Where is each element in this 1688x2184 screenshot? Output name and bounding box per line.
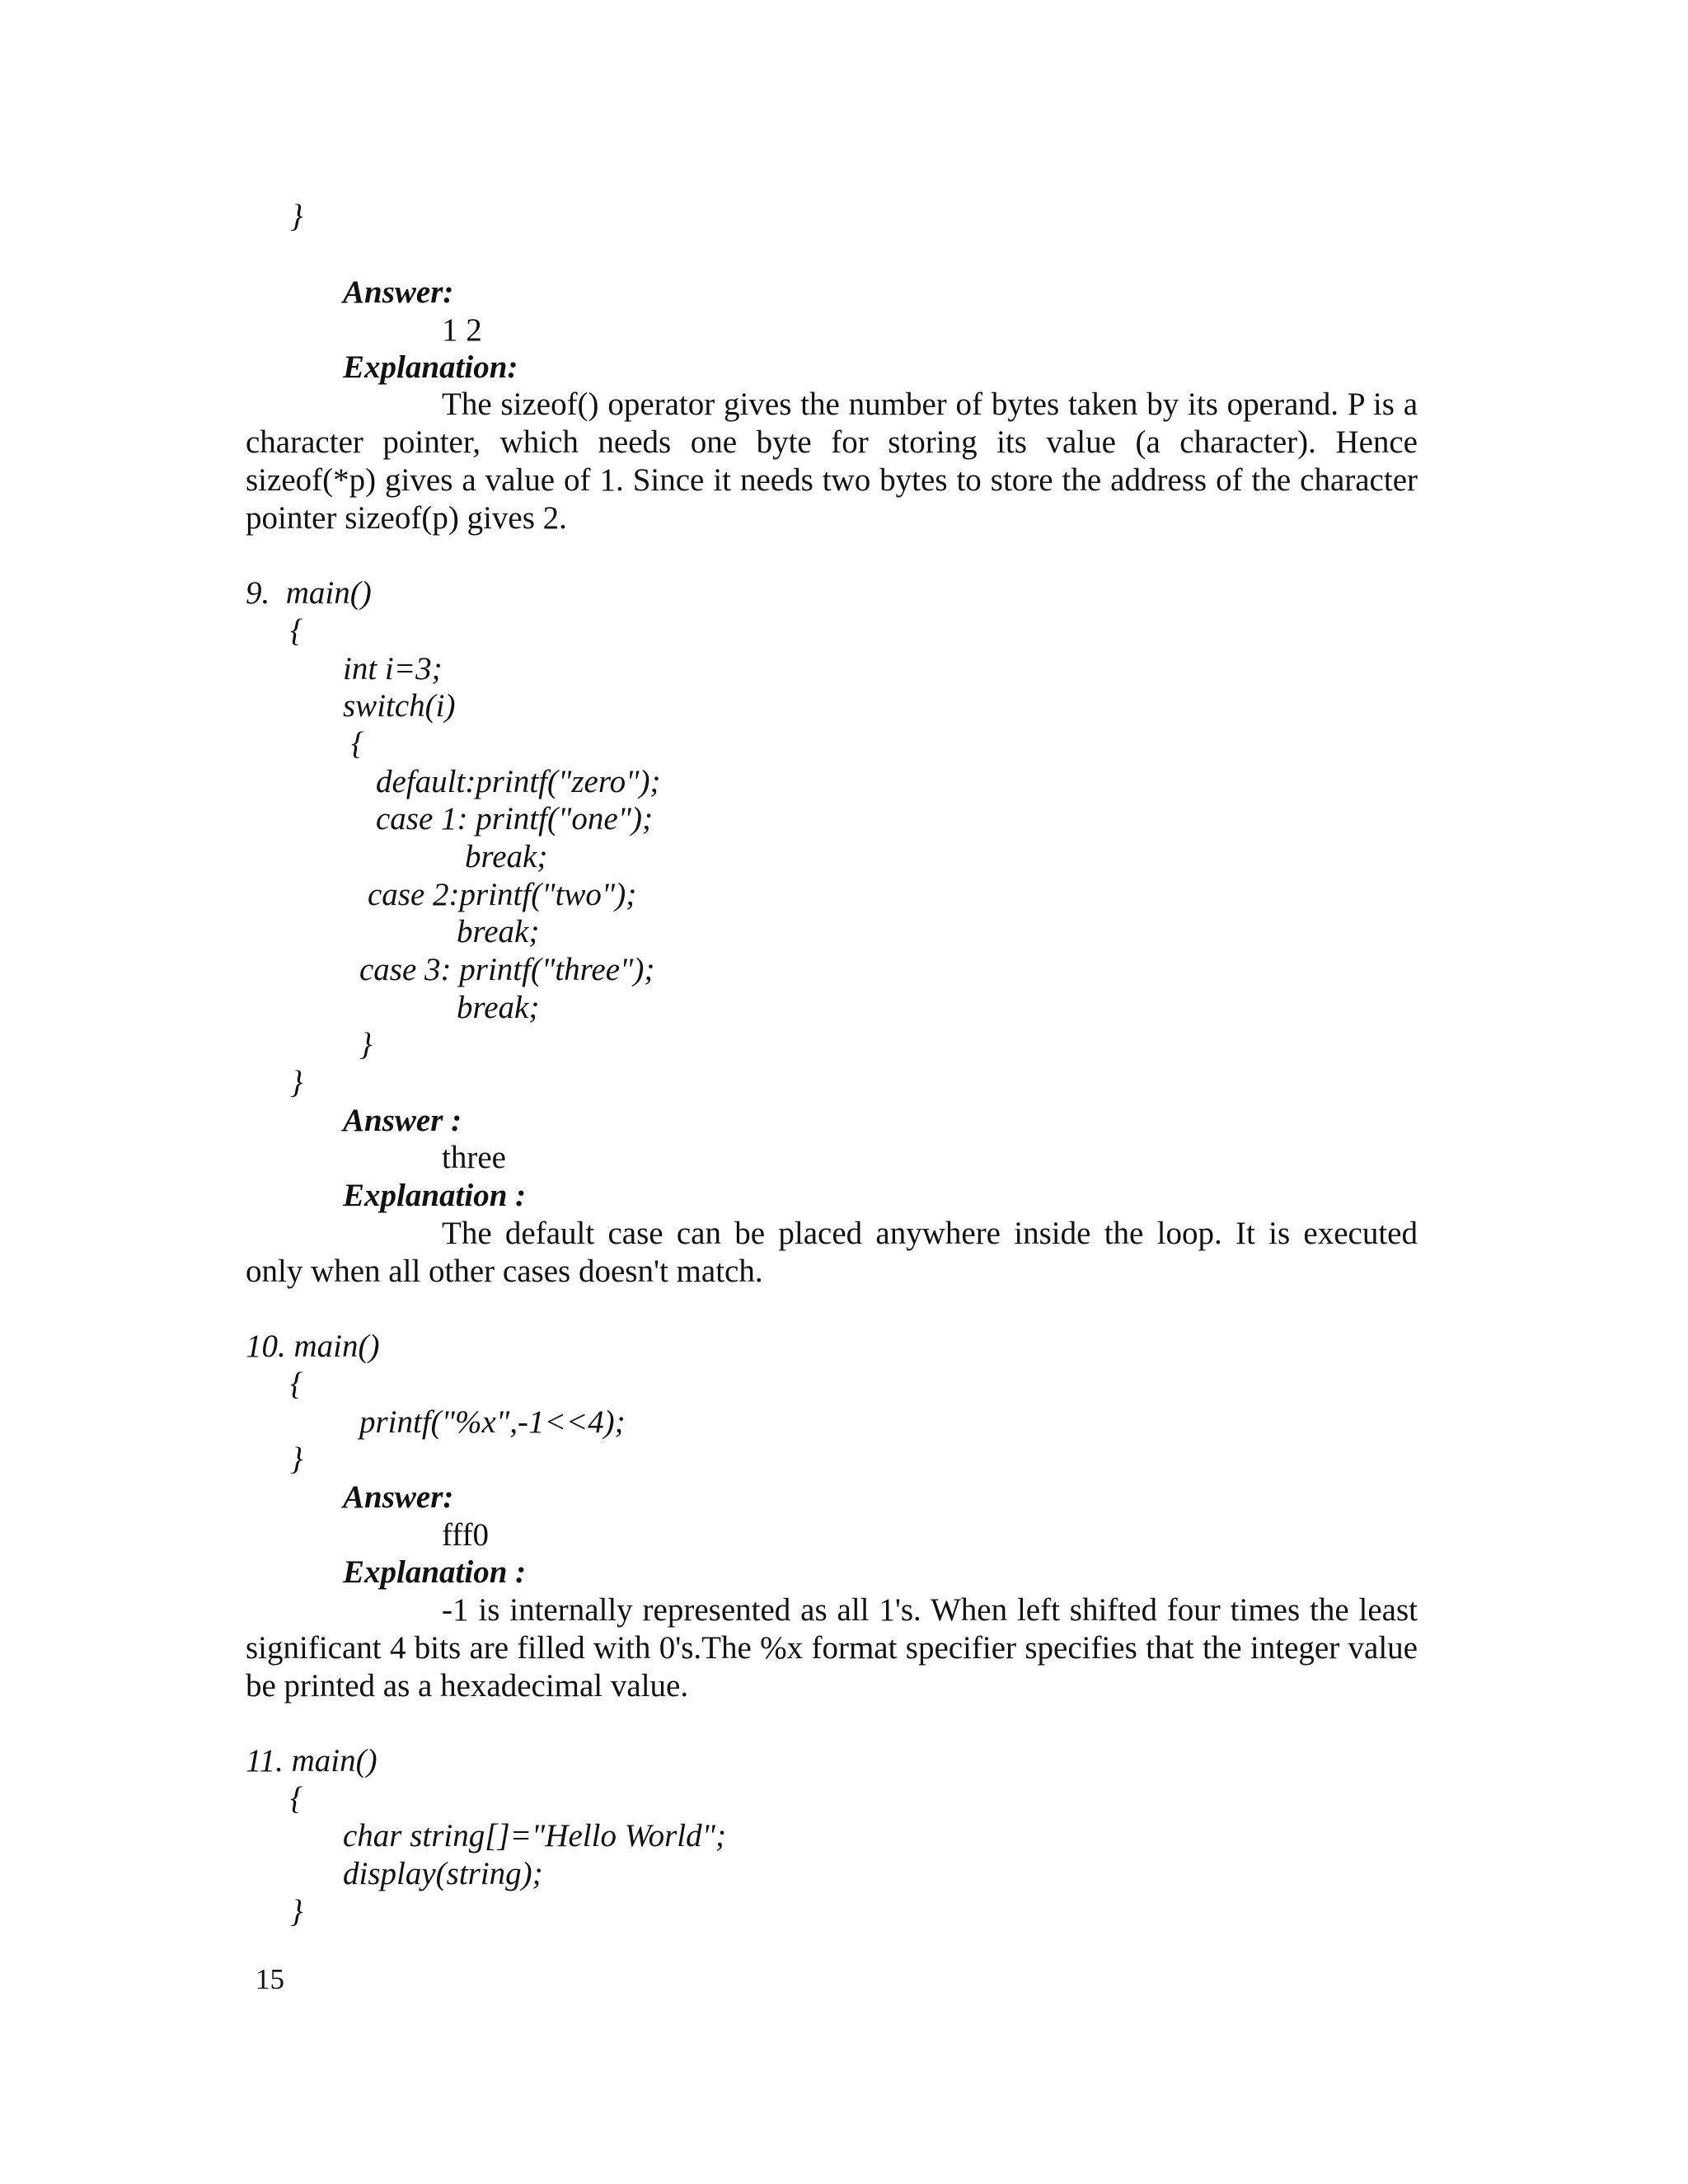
code-line: }: [290, 1441, 303, 1477]
explanation-text: The default case can be placed anywhere inside the loop. It is executed only when all other cases doesn't match.: [246, 1216, 1418, 1289]
code-line: case 3: printf("three");: [359, 952, 655, 987]
code-line: break;: [465, 839, 548, 874]
code-line: }: [290, 1065, 303, 1100]
question-header: 9. main(): [246, 575, 372, 611]
explanation-label: Explanation :: [343, 1178, 527, 1213]
code-line: }: [359, 1027, 373, 1062]
code-line: case 1: printf("one");: [376, 801, 653, 837]
code-line: {: [290, 1366, 303, 1402]
explanation-text: -1 is internally represented as all 1's. When left shifted four times the least significant 4 bits are filled with 0's.The %x format specifier specifies that the integer value be printed as a hexadecimal value.: [246, 1592, 1418, 1704]
answer-label: Answer:: [343, 274, 454, 310]
closing-brace: }: [290, 199, 303, 234]
code-line: {: [290, 1781, 303, 1816]
code-line: default:printf("zero");: [376, 764, 661, 799]
question-header: 10. main(): [246, 1329, 380, 1364]
answer-value: three: [442, 1140, 506, 1175]
code-line: display(string);: [343, 1856, 543, 1891]
code-line: char string[]="Hello World";: [343, 1818, 726, 1854]
explanation-text: The sizeof() operator gives the number of bytes taken by its operand. P is a character pointer, which needs one byte for storing its value (a character). Hence sizeof(*p) gives a value of 1. Since it needs two bytes to store the address of the character pointer sizeof(p) gives 2.: [246, 387, 1418, 536]
explanation-label: Explanation :: [343, 1554, 527, 1590]
answer-value: fff0: [442, 1517, 490, 1553]
code-line: printf("%x",-1<<4);: [359, 1404, 626, 1440]
code-line: {: [290, 613, 303, 649]
explanation-label: Explanation:: [343, 349, 518, 385]
code-line: case 2:printf("two");: [368, 877, 637, 912]
page-number: 15: [256, 1963, 284, 1995]
answer-label: Answer :: [343, 1103, 462, 1138]
answer-label: Answer:: [343, 1479, 454, 1515]
code-line: switch(i): [343, 688, 456, 724]
code-line: break;: [457, 990, 540, 1025]
code-line: break;: [457, 914, 540, 949]
code-line: }: [290, 1894, 303, 1929]
code-line: {: [351, 726, 364, 762]
code-line: int i=3;: [343, 651, 443, 687]
answer-value: 1 2: [442, 312, 482, 348]
question-header: 11. main(): [246, 1743, 377, 1779]
